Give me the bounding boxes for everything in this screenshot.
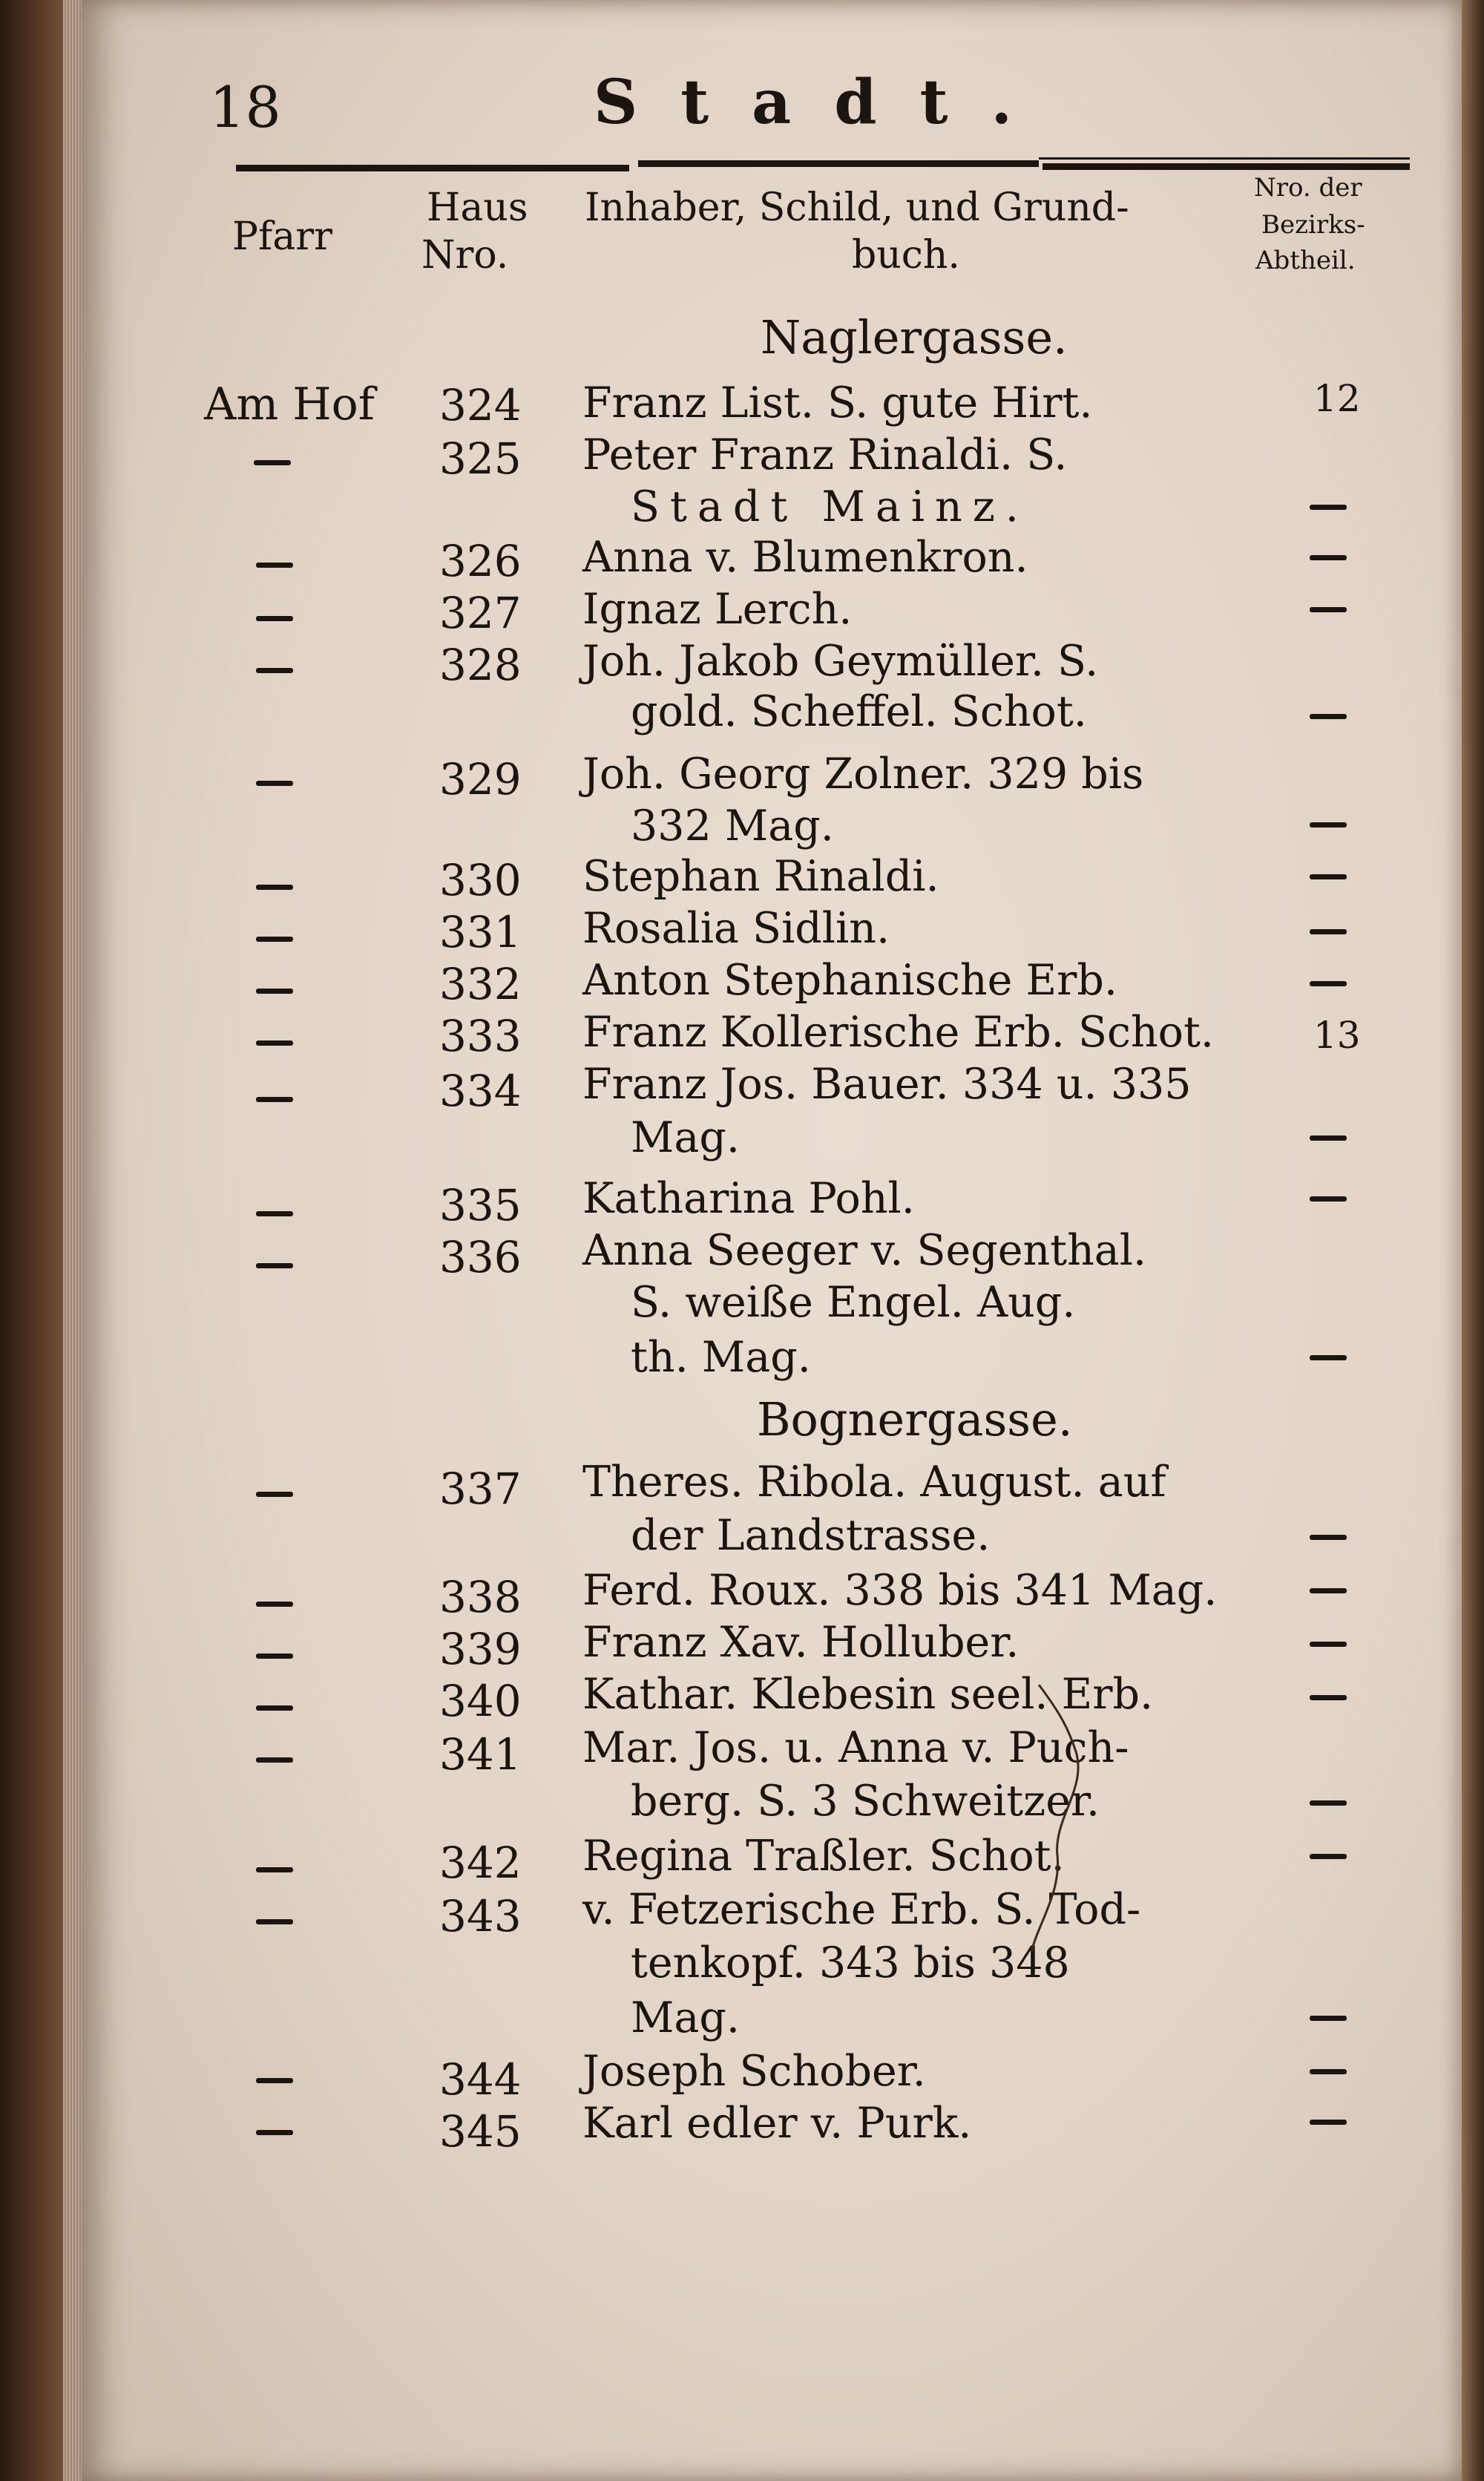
owner-343-sign: tenkopf. 343 bis 348 <box>631 1938 1070 1987</box>
owner-327: Ignaz Lerch. <box>582 585 853 634</box>
owner-336-sign: S. weiße Engel. Aug. <box>631 1278 1076 1327</box>
owner-334-note: Mag. <box>631 1113 740 1162</box>
house-number-344: 344 <box>439 2054 522 2105</box>
ditto-mark <box>256 1757 293 1763</box>
owner-337: Theres. Ribola. August. auf <box>582 1458 1166 1507</box>
house-number-345: 345 <box>439 2106 522 2157</box>
section-heading-bognergasse: Bognergasse. <box>757 1392 1073 1446</box>
column-header-bezirk-2: Bezirks- <box>1261 210 1365 240</box>
owner-344: Joseph Schober. <box>582 2047 926 2096</box>
owner-341: Mar. Jos. u. Anna v. Puch- <box>582 1723 1129 1772</box>
house-number-325: 325 <box>439 433 522 484</box>
ditto-mark <box>256 1492 293 1497</box>
owner-343-note: Mag. <box>631 1993 740 2042</box>
owner-331: Rosalia Sidlin. <box>582 904 890 953</box>
header-rule-middle <box>638 160 1039 167</box>
owner-334: Franz Jos. Bauer. 334 u. 335 <box>582 1060 1192 1109</box>
owner-325-sign: Stadt Mainz. <box>631 482 1029 531</box>
column-header-buch: buch. <box>852 233 960 278</box>
district-13: 13 <box>1313 1014 1361 1057</box>
house-number-340: 340 <box>439 1676 522 1726</box>
owner-339: Franz Xav. Holluber. <box>582 1618 1020 1667</box>
house-number-332: 332 <box>439 959 522 1009</box>
house-number-329: 329 <box>439 754 522 804</box>
owner-328: Joh. Jakob Geymüller. S. <box>582 637 1099 686</box>
column-header-pfarr: Pfarr <box>232 214 332 259</box>
owner-343: v. Fetzerische Erb. S. Tod- <box>582 1885 1141 1934</box>
ditto-mark <box>1310 2069 1347 2074</box>
house-number-326: 326 <box>439 536 522 586</box>
ditto-mark <box>256 781 293 786</box>
ditto-mark <box>1310 1642 1347 1647</box>
house-number-341: 341 <box>439 1729 522 1780</box>
owner-329: Joh. Georg Zolner. 329 bis <box>582 750 1144 799</box>
owner-328-sign: gold. Scheffel. Schot. <box>631 687 1087 736</box>
ditto-mark <box>256 1654 293 1659</box>
ditto-mark <box>256 1040 293 1046</box>
owner-325: Peter Franz Rinaldi. S. <box>582 430 1068 479</box>
ditto-mark <box>1310 981 1347 986</box>
ditto-mark <box>1310 2120 1347 2125</box>
ditto-mark <box>256 989 293 994</box>
column-header-haus: Haus <box>427 186 528 230</box>
ditto-mark <box>256 2078 293 2083</box>
ditto-mark <box>256 1211 293 1216</box>
district-12: 12 <box>1313 377 1361 420</box>
ditto-mark <box>1310 714 1347 719</box>
ditto-mark <box>1310 1196 1347 1202</box>
ditto-mark <box>1310 1800 1347 1806</box>
house-number-333: 333 <box>439 1011 522 1061</box>
house-number-335: 335 <box>439 1180 522 1230</box>
ditto-mark <box>256 2130 293 2135</box>
section-heading-naglergasse: Naglergasse. <box>761 310 1068 364</box>
owner-329-note: 332 Mag. <box>631 802 834 851</box>
house-number-338: 338 <box>439 1572 522 1622</box>
house-number-339: 339 <box>439 1624 522 1674</box>
house-number-334: 334 <box>439 1066 522 1116</box>
header-rule-right-thin <box>1039 157 1410 160</box>
ditto-mark <box>256 1602 293 1607</box>
ditto-mark <box>1310 2016 1347 2021</box>
owner-335: Katharina Pohl. <box>582 1174 915 1223</box>
page-right-edge <box>1462 0 1484 2481</box>
house-number-343: 343 <box>439 1891 522 1941</box>
ditto-mark <box>1310 1355 1347 1360</box>
ditto-mark <box>254 460 291 465</box>
column-header-bezirk-3: Abtheil. <box>1255 246 1356 275</box>
ditto-mark <box>256 616 293 621</box>
ditto-mark <box>256 1097 293 1102</box>
owner-340: Kathar. Klebesin seel. Erb. <box>582 1670 1154 1719</box>
ditto-mark <box>1310 822 1347 827</box>
ditto-mark <box>256 1919 293 1924</box>
owner-337-note: der Landstrasse. <box>631 1511 991 1560</box>
house-number-330: 330 <box>439 855 522 905</box>
ditto-mark <box>256 1867 293 1872</box>
ditto-mark <box>1310 505 1347 510</box>
owner-333: Franz Kollerische Erb. Schot. <box>582 1008 1215 1057</box>
house-number-327: 327 <box>439 588 522 638</box>
ditto-mark <box>1310 1588 1347 1593</box>
ditto-mark <box>1310 929 1347 934</box>
owner-336-note: th. Mag. <box>631 1333 811 1382</box>
owner-324: Franz List. S. gute Hirt. <box>582 378 1093 427</box>
owner-338: Ferd. Roux. 338 bis 341 Mag. <box>582 1566 1218 1615</box>
owner-345: Karl edler v. Purk. <box>582 2099 972 2148</box>
ditto-mark <box>1310 1695 1347 1700</box>
column-header-nro: Nro. <box>421 233 509 278</box>
house-number-328: 328 <box>439 640 522 690</box>
ditto-mark <box>256 885 293 890</box>
ditto-mark <box>1310 607 1347 612</box>
owner-330: Stephan Rinaldi. <box>582 852 939 901</box>
ditto-mark <box>1310 1135 1347 1141</box>
house-number-336: 336 <box>439 1232 522 1282</box>
house-number-337: 337 <box>439 1464 522 1514</box>
owner-341-sign: berg. S. 3 Schweitzer. <box>631 1777 1100 1826</box>
ditto-mark <box>256 668 293 673</box>
house-number-324: 324 <box>439 380 522 430</box>
ditto-mark <box>256 563 293 568</box>
page-number: 18 <box>209 74 281 140</box>
column-header-bezirk-1: Nro. der <box>1254 173 1362 203</box>
owner-326: Anna v. Blumenkron. <box>582 533 1028 582</box>
header-rule-right <box>1043 163 1410 170</box>
ditto-mark <box>256 937 293 942</box>
house-number-342: 342 <box>439 1838 522 1888</box>
house-number-331: 331 <box>439 907 522 957</box>
pencil-mark <box>1024 1685 1113 1952</box>
ditto-mark <box>1310 1535 1347 1540</box>
owner-332: Anton Stephanische Erb. <box>582 956 1117 1005</box>
ditto-mark <box>1310 874 1347 879</box>
header-rule-left <box>236 165 629 171</box>
owner-342: Regina Traßler. Schot. <box>582 1832 1065 1881</box>
ditto-mark <box>1310 555 1347 560</box>
column-header-inhaber: Inhaber, Schild, und Grund- <box>585 186 1129 230</box>
ditto-mark <box>1310 1854 1347 1859</box>
ditto-mark <box>256 1705 293 1711</box>
ditto-mark <box>256 1263 293 1268</box>
owner-336: Anna Seeger v. Segenthal. <box>582 1226 1147 1275</box>
pfarr-am-hof: Am Hof <box>204 378 375 430</box>
running-head: Stadt. <box>594 67 1055 138</box>
